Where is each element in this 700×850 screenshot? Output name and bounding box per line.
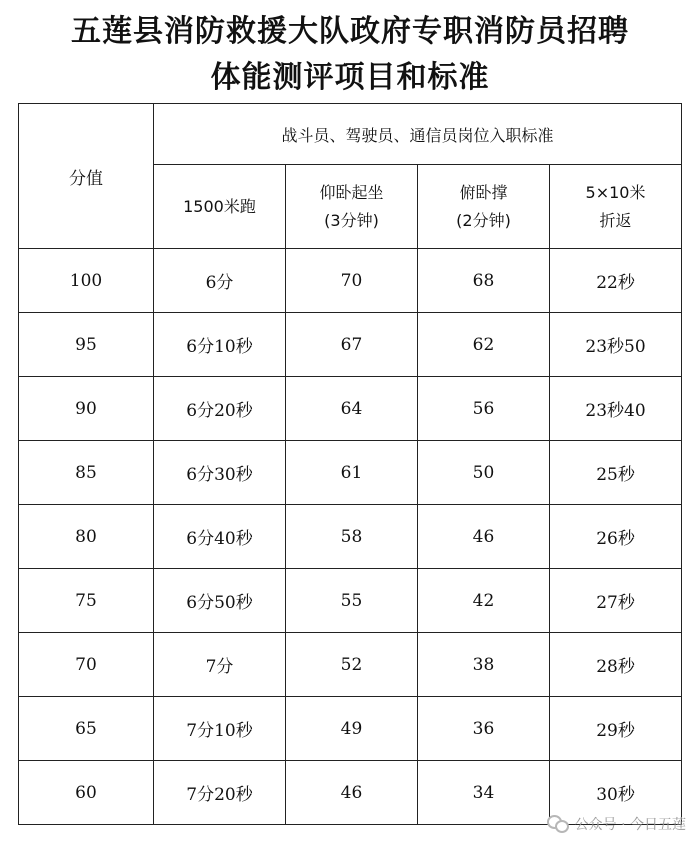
page-subtitle: 体能测评项目和标准 [210,60,490,95]
run-cell: 7分10秒 [154,697,286,761]
table-row [19,569,682,633]
score-cell: 70 [19,633,154,697]
col-header-line: 1500米跑 [183,196,256,216]
score-cell: 85 [19,441,154,505]
shuttle-cell: 26秒 [550,505,682,569]
score-cell: 95 [19,313,154,377]
run-cell: 6分20秒 [154,377,286,441]
table-row [19,377,682,441]
col-header-line: (3分钟) [324,210,379,230]
col-header-situps [286,165,418,249]
run-cell: 6分30秒 [154,441,286,505]
shuttle-cell: 29秒 [550,697,682,761]
situps-cell: 70 [286,249,418,313]
shuttle-cell: 22秒 [550,249,682,313]
situps-cell: 52 [286,633,418,697]
score-cell: 75 [19,569,154,633]
table-row [19,313,682,377]
table-row [19,633,682,697]
shuttle-cell: 30秒 [550,761,682,825]
pushups-cell: 68 [418,249,550,313]
shuttle-cell: 25秒 [550,441,682,505]
run-cell: 6分10秒 [154,313,286,377]
pushups-cell: 34 [418,761,550,825]
shuttle-cell: 23秒40 [550,377,682,441]
situps-cell: 67 [286,313,418,377]
situps-cell: 64 [286,377,418,441]
situps-cell: 61 [286,441,418,505]
pushups-cell: 62 [418,313,550,377]
situps-cell: 49 [286,697,418,761]
run-cell: 6分 [154,249,286,313]
pushups-cell: 50 [418,441,550,505]
col-header-line: (2分钟) [456,210,511,230]
table-row [19,249,682,313]
shuttle-cell: 23秒50 [550,313,682,377]
shuttle-cell: 28秒 [550,633,682,697]
run-cell: 7分20秒 [154,761,286,825]
run-cell: 6分50秒 [154,569,286,633]
table-row [19,441,682,505]
watermark [547,814,686,834]
score-header: 分值 [19,104,154,249]
run-cell: 7分 [154,633,286,697]
group-header: 战斗员、驾驶员、通信员岗位入职标准 [154,104,682,165]
wechat-icon [547,815,569,833]
col-header-line: 仰卧起坐 [319,182,384,202]
col-header-shuttle [550,165,682,249]
col-header-line: 俯卧撑 [459,182,508,202]
run-cell: 6分40秒 [154,505,286,569]
score-cell: 90 [19,377,154,441]
score-cell: 80 [19,505,154,569]
pushups-cell: 36 [418,697,550,761]
situps-cell: 46 [286,761,418,825]
standards-table [18,103,682,825]
situps-cell: 55 [286,569,418,633]
table-row [19,697,682,761]
score-cell: 100 [19,249,154,313]
situps-cell: 58 [286,505,418,569]
table-row [19,505,682,569]
col-header-line: 折返 [599,210,632,230]
col-header-1500m [154,165,286,249]
watermark-text: 公众号 · 今日五莲 [574,817,686,833]
pushups-cell: 38 [418,633,550,697]
col-header-line: 5×10米 [585,182,646,202]
score-cell: 65 [19,697,154,761]
score-cell: 60 [19,761,154,825]
col-header-pushups [418,165,550,249]
pushups-cell: 56 [418,377,550,441]
shuttle-cell: 27秒 [550,569,682,633]
page-title: 五莲县消防救援大队政府专职消防员招聘 [71,14,629,49]
pushups-cell: 46 [418,505,550,569]
pushups-cell: 42 [418,569,550,633]
